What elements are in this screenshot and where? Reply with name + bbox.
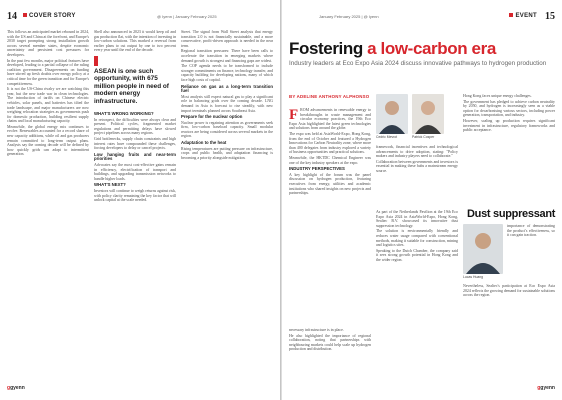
right-page bbox=[282, 0, 562, 400]
portrait-photo bbox=[412, 94, 444, 134]
section-marker-icon bbox=[23, 13, 27, 17]
article-byline: BY ADELINE ANTHONY ALPHONSO bbox=[289, 94, 370, 99]
left-issue-info: @ Iyenn | January February 2025 bbox=[157, 14, 217, 19]
drop-cap: F bbox=[289, 108, 299, 123]
subheading: Adaptation to the heat bbox=[181, 140, 227, 146]
left-column-3: Street. The signal from Wall Street analysts that energy transition 2.0 is not financially sustainable, and a more conservative, profit-driven approach is needed in the near term. Regional transition pressures: There have been calls to accelerate the transition in emerging markets where demand growth is strongest and financing gaps are widest. The COP agenda needs to be transformed to include stronger commitments on finance, technology transfer, and capacity building for developing nations, many of which face high costs of capital. Reliance on gas as a long-term transition fuel Most analysts still expect natural gas to play a significant role in balancing grids over the coming decade. LNG demand in Asia is forecast to rise steadily, with new import terminals planned across Southeast Asia. Prepare for the nuclear option Nuclear power is regaining attention as governments seek firm, low-carbon baseload capacity. Small modular reactors are being considered across several markets in the region. Adaptation to the heat Rising temperatures are putting pressure on infrastructure, crops and public health, and adaptation financing is becoming a priority alongside mitigation. bbox=[181, 30, 273, 160]
left-column-1: This follows an anticipated market rebound in 2024, with the US and China at the forefront, and Europe's 2030 target prompting strong installation growth across several member states, despite economic uncertainty and persistent cost pressures for developers. In the past few months, major political features have developed, leading to a partial collapse of the ruling coalition government. Disagreements on funding have stirred up fresh doubts over energy policy at a critical time for the green transition and for Europe's competitiveness. It is not the US-China rivalry we are watching this year, but the new trade war in clean technologies. The introduction of tariffs on Chinese electric vehicles, solar panels, and batteries has tilted the trade landscape, and major manufacturers are now weighing relocation strategies as governments push for domestic production, building resilient supply chains and local manufacturing capacity. Meanwhile, the global energy mix continues to evolve. Renewables accounted for a record share of new capacity additions, while oil and gas producers remain committed to long-term output plans. Analysts say the coming decade will be defined by how quickly grids can adapt to intermittent generation. bbox=[7, 30, 89, 157]
right-section-label: EVENT bbox=[507, 13, 537, 19]
person-photo-icon bbox=[376, 94, 408, 134]
right-brand-logo: ggyenn bbox=[537, 385, 555, 391]
dust-photo-caption: Lucas Huang bbox=[463, 275, 483, 279]
right-page-header bbox=[289, 11, 555, 23]
dust-article-photo bbox=[463, 224, 503, 274]
subheading: Low hanging fruits and near-term priorities bbox=[94, 151, 176, 162]
subheading: WHAT'S WRONG WORKING? bbox=[94, 111, 154, 116]
right-column-1: FROM advancements in renewable energy to breakthroughs in waste management and circular economy practices, the 19th Eco Expo Asia highlighted the latest green technologies and solutions from around the globe. The expo was held at AsiaWorld-Expo, Hong Kong, from the end of October and featured a Hydrogen Innovations for Carbon Neutrality zone, where more than 400 delegates from industry explored a variety of business opportunities and practical solutions. Meanwhile, the HKTDC Chemical Engineer was one of the key industry speakers at the expo. INDUSTRY PERSPECTIVES A key highlight of the forum was the panel discussion on hydrogen production, featuring executives from energy, utilities and academic institutions who shared insights on new projects and partnerships. bbox=[289, 108, 371, 196]
pull-quote-bar bbox=[94, 56, 98, 66]
left-brand-logo: ggyenn bbox=[7, 385, 25, 391]
subheading: Prepare for the nuclear option bbox=[181, 114, 243, 120]
dust-column-1: As part of the Netherlands Pavilion at the 19th Eco Expo Asia 2024 in AsiaWorld-Expo, Hong Kong, Sealtec B.V. showcased its innovative dust suppression technology. The solution is environmentally friendly and reduces water usage compared with conventional methods, making it suitable for construction, mining and logistics sites. Speaking to the Dutch Chamber, the company said it sees strong growth potential in Hong Kong and the wider region. bbox=[376, 210, 458, 262]
left-column-2: WHAT'S WRONG WORKING? In retrospect, the difficulties were always clear and present. Political cycles, fragmented market regulations and permitting delays have slowed project pipelines across many regions. Grid bottlenecks, supply chain constraints and high interest rates have compounded these challenges, forcing developers to delay or cancel projects. Low hanging fruits and near-term priorities Advocates say the most cost-effective gains remain in efficiency, electrification of transport and buildings, and upgrading transmission networks to handle higher loads. WHAT'S NEXT? Investors will continue to weigh returns against risk, with policy clarity remaining the key factor that will unlock capital at the scale needed. bbox=[94, 111, 176, 203]
sidebar-title: Dust suppressant bbox=[467, 208, 556, 220]
right-column-extra: necessary infrastructure is in place. He also highlighted the importance of regional collaboration, noting that partnerships with neighbouring markets could help scale up hydrogen production and distribution. bbox=[289, 328, 371, 352]
person-photo-icon bbox=[463, 224, 503, 274]
person-photo-icon bbox=[412, 94, 444, 134]
right-column-2-top: framework, financial incentives and technological advancements to drive adoption, stating: "Policy makers and industry players need to collaborate." Collaboration between governments and investors is essential in making these hubs a mainstream energy source. bbox=[376, 145, 458, 173]
dust-column-2: importance of demonstrating the product's effectiveness, so it can gain traction. bbox=[507, 224, 555, 238]
right-issue-info: January February 2025 | @ Iyenn bbox=[319, 14, 379, 19]
subheading: Reliance on gas as a long-term transition fuel bbox=[181, 83, 273, 94]
right-page-number: 15 bbox=[545, 11, 555, 22]
portrait-caption: Cedric Mevrot bbox=[376, 135, 398, 139]
subheading: WHAT'S NEXT? bbox=[94, 182, 126, 188]
left-page-header bbox=[7, 11, 273, 23]
portrait-photo bbox=[376, 94, 408, 134]
dust-column-3: Nevertheless, Sealtec's participation at Eco Expo Asia 2024 reflects the growing demand for sustainable solutions across the region. bbox=[463, 284, 555, 298]
section-marker-icon bbox=[509, 13, 513, 17]
article-headline: Fostering a low-carbon era bbox=[289, 39, 496, 58]
right-column-3-top: Hong Kong faces unique energy challenges. The government has pledged to achieve carbon neutrality by 2050, and hydrogen is increasingly seen as a viable option for decarbonising various sectors, including power generation, transportation, and industry. However, scaling up production requires significant investment in infrastructure, regulatory frameworks and public acceptance. bbox=[463, 94, 555, 133]
left-column-2-top: Shell also announced in 2023 it would keep oil and gas production flat, with the intention of investing in low-carbon solutions. This marked a reversal from earlier plans to cut output by one to two percent every year until the end of the decade. bbox=[94, 30, 176, 53]
pull-quote: ASEAN is one such opportunity, with 675 million people in need of modern energy infrastructure. bbox=[94, 56, 176, 105]
subheading: INDUSTRY PERSPECTIVES bbox=[289, 166, 345, 172]
portrait-caption: Patrick Cosper bbox=[412, 135, 435, 139]
article-dek: Industry leaders at Eco Expo Asia 2024 discuss innovative pathways to hydrogen production bbox=[289, 60, 547, 67]
left-section-label: COVER STORY bbox=[21, 13, 76, 19]
left-page-number: 14 bbox=[7, 11, 17, 22]
left-page bbox=[0, 0, 280, 400]
